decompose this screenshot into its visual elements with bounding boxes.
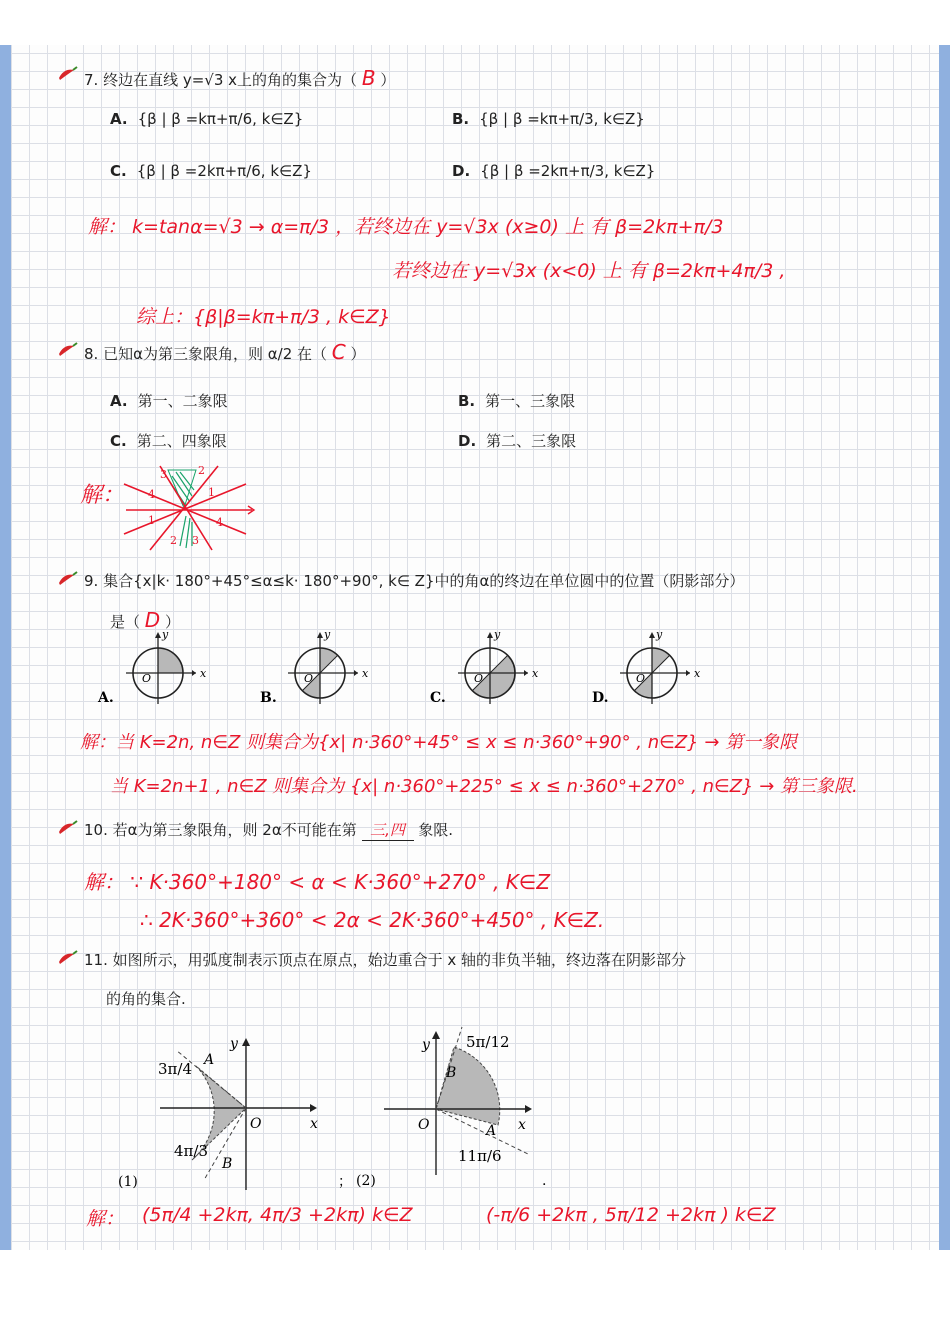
q8-diagram-num: 2 bbox=[170, 534, 177, 547]
right-sidebar-strip bbox=[939, 45, 950, 1250]
svg-text:3π/4: 3π/4 bbox=[158, 1060, 192, 1078]
q8-diagram-num: 1 bbox=[148, 514, 155, 527]
svg-text:y: y bbox=[162, 628, 169, 641]
q8-solution-label: 解： bbox=[80, 483, 125, 508]
q7-answer: B bbox=[361, 66, 376, 90]
svg-text:y: y bbox=[230, 1036, 238, 1052]
q11-solution-part-2: (-π/6 +2kπ , 5π/12 +2kπ ) k∈Z bbox=[486, 1204, 776, 1226]
q11-stem-line-2: 的角的集合. bbox=[106, 990, 186, 1008]
q11-number: 11. bbox=[84, 951, 108, 969]
svg-text:O: O bbox=[142, 672, 152, 685]
pepper-icon bbox=[56, 950, 78, 966]
svg-text:O: O bbox=[304, 672, 314, 685]
q8-diagram-num: 2 bbox=[198, 464, 205, 477]
q9-text: 集合{x|k· 180°+45°≤α≤k· 180°+90°, k∈ Z}中的角α的终边在单位圆中的位置（阴影部分） bbox=[103, 572, 745, 590]
svg-text:B: B bbox=[446, 1065, 457, 1081]
q9-solution-line-1: 解：当 K=2n, n∈Z 则集合为{x| n·360°+45° ≤ x ≤ n·360°+90° , n∈Z} → 第一象限 bbox=[80, 732, 798, 753]
q7-option-a: A. {β | β =kπ+π/6, k∈Z} bbox=[110, 110, 304, 128]
q11-figure-2 bbox=[350, 1025, 550, 1195]
q9-figure-c bbox=[428, 628, 548, 708]
q7-option-d: D. {β | β =2kπ+π/3, k∈Z} bbox=[452, 162, 656, 180]
svg-text:A.: A. bbox=[98, 690, 114, 706]
svg-text:y: y bbox=[422, 1037, 430, 1053]
q8-number: 8. bbox=[84, 345, 99, 363]
q7-solution-line-2: 若终边在 y=√3x (x<0) 上 有 β=2kπ+4π/3 , bbox=[392, 260, 786, 282]
svg-text:x: x bbox=[200, 667, 207, 680]
svg-text:O: O bbox=[418, 1117, 430, 1133]
svg-text:B.: B. bbox=[260, 690, 277, 706]
svg-text:y: y bbox=[656, 628, 663, 641]
svg-text:O: O bbox=[250, 1116, 262, 1132]
q7-option-c: C. {β | β =2kπ+π/6, k∈Z} bbox=[110, 162, 312, 180]
q9-solution-line-2: 当 K=2n+1 , n∈Z 则集合为 {x| n·360°+225° ≤ x ≤ n·360°+270° , n∈Z} → 第三象限. bbox=[110, 776, 858, 797]
q10-solution-line-1: 解： ∵ K·360°+180° < α < K·360°+270° , K∈Z bbox=[84, 870, 551, 894]
q8-text: 已知α为第三象限角，则 α/2 在（ bbox=[103, 345, 328, 363]
svg-text:x: x bbox=[362, 667, 369, 680]
svg-text:y: y bbox=[324, 628, 331, 641]
q8-diagram-num: 4 bbox=[148, 488, 155, 501]
q7-number: 7. bbox=[84, 71, 99, 89]
pepper-icon bbox=[56, 820, 78, 836]
svg-text:(1): (1) bbox=[118, 1174, 138, 1190]
svg-text:D.: D. bbox=[592, 690, 609, 706]
svg-text:11π/6: 11π/6 bbox=[458, 1147, 502, 1165]
q7-text: 终边在直线 y=√3 x上的角的集合为（ bbox=[103, 71, 358, 89]
svg-text:y: y bbox=[494, 628, 501, 641]
svg-text:x: x bbox=[694, 667, 701, 680]
svg-text:x: x bbox=[310, 1116, 318, 1132]
q10-blank: 三,四 bbox=[362, 819, 414, 841]
q8-option-b: B. 第一、三象限 bbox=[458, 392, 576, 410]
q10-text: 若α为第三象限角，则 2α不可能在第 bbox=[112, 821, 357, 839]
svg-text:.: . bbox=[542, 1173, 547, 1189]
q9-figure-b bbox=[258, 628, 378, 708]
q7-solution-line-3: 综上：{β|β=kπ+π/3 , k∈Z} bbox=[136, 306, 391, 328]
q10-number: 10. bbox=[84, 821, 108, 839]
q7-solution-line-1: 解： k=tanα=√3 → α=π/3 ，若终边在 y=√3x (x≥0) 上 有 β=2kπ+π/3 bbox=[88, 216, 724, 238]
q10-stem bbox=[84, 819, 453, 841]
pepper-icon bbox=[56, 66, 78, 82]
q8-option-d: D. 第二、三象限 bbox=[458, 432, 577, 450]
pepper-icon bbox=[56, 342, 78, 358]
svg-text:4π/3: 4π/3 bbox=[174, 1142, 208, 1160]
q8-quadrant-sketch bbox=[120, 462, 260, 554]
q9-figure-d bbox=[590, 628, 710, 708]
q11-solution-part-1: (5π/4 +2kπ, 4π/3 +2kπ) k∈Z bbox=[142, 1204, 413, 1226]
svg-text:5π/12: 5π/12 bbox=[466, 1033, 510, 1051]
q8-diagram-num: 3 bbox=[160, 468, 167, 481]
q8-diagram-num: 1 bbox=[208, 486, 215, 499]
q9-answer: D bbox=[144, 608, 161, 632]
q11-figure-1 bbox=[110, 1030, 352, 1200]
svg-text:；: ； bbox=[338, 1174, 352, 1190]
q8-option-a: A. 第一、二象限 bbox=[110, 392, 228, 410]
q9-stem bbox=[84, 570, 744, 591]
q10-solution-line-2: ∴ 2K·360°+360° < 2α < 2K·360°+450° , K∈Z. bbox=[140, 908, 605, 932]
q8-option-c: C. 第二、四象限 bbox=[110, 432, 227, 450]
q11-stem bbox=[84, 949, 686, 970]
q8-answer: C bbox=[331, 340, 346, 364]
q7-option-b: B. {β | β =kπ+π/3, k∈Z} bbox=[452, 110, 645, 128]
svg-text:(2): (2) bbox=[356, 1173, 376, 1189]
svg-text:x: x bbox=[518, 1117, 526, 1133]
q9-close: ） bbox=[164, 613, 180, 631]
svg-text:O: O bbox=[474, 672, 484, 685]
svg-text:C.: C. bbox=[430, 690, 446, 706]
q9-number: 9. bbox=[84, 572, 99, 590]
pepper-icon bbox=[56, 571, 78, 587]
q8-stem bbox=[84, 340, 366, 364]
svg-text:A: A bbox=[204, 1052, 215, 1068]
q7-close: ） bbox=[380, 71, 396, 89]
q10-tail: 象限. bbox=[418, 821, 454, 839]
svg-text:x: x bbox=[532, 667, 539, 680]
q8-diagram-num: 3 bbox=[192, 534, 199, 547]
q7-stem bbox=[84, 66, 395, 90]
q8-close: ） bbox=[350, 345, 366, 363]
svg-text:B: B bbox=[222, 1156, 233, 1172]
q8-diagram-num: 4 bbox=[216, 516, 223, 529]
svg-text:O: O bbox=[636, 672, 646, 685]
q11-text: 如图所示，用弧度制表示顶点在原点，始边重合于 x 轴的非负半轴，终边落在阴影部分 bbox=[112, 951, 687, 969]
q11-solution-label: 解： bbox=[86, 1208, 125, 1230]
q9-figure-a bbox=[96, 628, 216, 708]
svg-text:A: A bbox=[486, 1123, 497, 1139]
left-sidebar-strip bbox=[0, 45, 11, 1250]
q9-line2: 是（ bbox=[110, 613, 141, 631]
